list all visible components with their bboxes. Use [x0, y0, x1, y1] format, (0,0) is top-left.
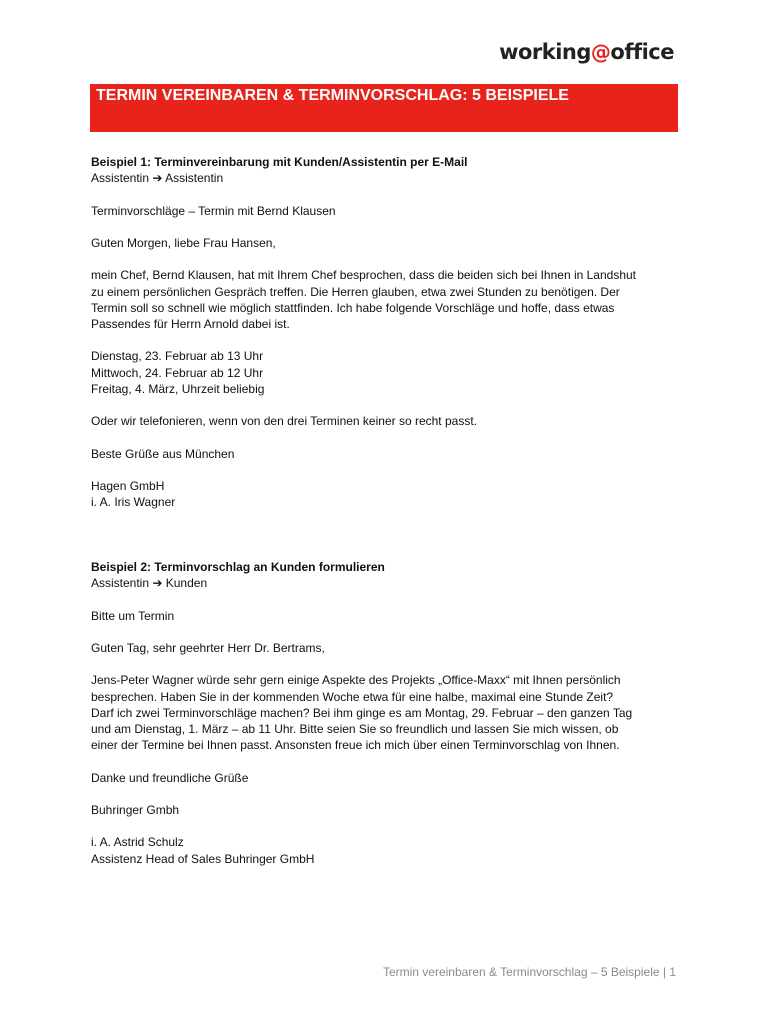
- example2-subject: Bitte um Termin: [91, 608, 175, 623]
- page-footer: Termin vereinbaren & Terminvorschlag – 5 Beispiele | 1: [382, 965, 676, 979]
- example1-date: Mittwoch, 24. Februar ab 12 Uhr: [91, 365, 264, 380]
- example1-body-line: Passendes für Herrn Arnold dabei ist.: [91, 316, 290, 331]
- example2-signature-title: Assistenz Head of Sales Buhringer GmbH: [91, 851, 315, 866]
- logo-text-right: office: [610, 40, 674, 64]
- page-title: TERMIN VEREINBAREN & TERMINVORSCHLAG: 5 BEISPIELE: [96, 87, 569, 104]
- logo-text-left: working: [499, 40, 591, 64]
- example2-body-line: und am Dienstag, 1. März – ab 11 Uhr. Bitte seien Sie so freundlich und lassen Sie mich wissen, ob: [91, 721, 619, 736]
- example1-regards: Beste Grüße aus München: [91, 446, 235, 461]
- example1-heading: Beispiel 1: Terminvereinbarung mit Kunden/Assistentin per E-Mail: [91, 155, 468, 169]
- example1-signature: i. A. Iris Wagner: [91, 495, 176, 510]
- example2-greeting: Guten Tag, sehr geehrter Herr Dr. Bertrams,: [91, 640, 325, 655]
- example1-body-line: mein Chef, Bernd Klausen, hat mit Ihrem Chef besprochen, dass die beiden sich bei Ihnen in Landshut: [91, 268, 636, 283]
- example2-regards: Danke und freundliche Grüße: [91, 770, 249, 785]
- example1-body-line: Termin soll so schnell wie möglich stattfinden. Ich habe folgende Vorschläge und hoffe, dass etwas: [91, 300, 615, 315]
- example1-subject: Terminvorschläge – Termin mit Bernd Klausen: [91, 203, 336, 218]
- example2-signature: i. A. Astrid Schulz: [91, 835, 184, 850]
- example2-body-line: besprechen. Haben Sie in der kommenden Woche etwa für eine halbe, maximal eine Stunde Zeit?: [91, 689, 614, 704]
- example2-body-line: einer der Termine bei Ihnen passt. Ansonsten freue ich mich über einen Terminvorschlag von Ihnen.: [91, 738, 620, 753]
- example2-route: Assistentin ➔ Kunden: [91, 576, 208, 591]
- example1-date: Dienstag, 23. Februar ab 13 Uhr: [91, 349, 264, 364]
- example1-route: Assistentin ➔ Assistentin: [91, 171, 224, 186]
- brand-logo: [499, 40, 674, 64]
- example2-heading: Beispiel 2: Terminvorschlag an Kunden formulieren: [91, 559, 385, 574]
- document-body: [91, 154, 681, 867]
- logo-at-sign: @: [590, 40, 611, 64]
- example2-body-line: Jens-Peter Wagner würde sehr gern einige Aspekte des Projekts „Office-Maxx“ mit Ihnen persönlich: [91, 673, 621, 688]
- example1-body-line: zu einem persönlichen Gespräch treffen. Die Herren glauben, etwa zwei Stunden zu benötigen. Der: [91, 284, 620, 299]
- example1-company: Hagen GmbH: [91, 478, 165, 493]
- example1-greeting: Guten Morgen, liebe Frau Hansen,: [91, 235, 276, 250]
- example2-body-line: Darf ich zwei Terminvorschläge machen? Bei ihm ginge es am Montag, 29. Februar – den ganzen Tag: [91, 705, 633, 720]
- example1-date: Freitag, 4. März, Uhrzeit beliebig: [91, 381, 265, 396]
- title-banner: [90, 84, 678, 132]
- example2-company: Buhringer Gmbh: [91, 802, 180, 817]
- example1-closing-line: Oder wir telefonieren, wenn von den drei Terminen keiner so recht passt.: [91, 414, 477, 429]
